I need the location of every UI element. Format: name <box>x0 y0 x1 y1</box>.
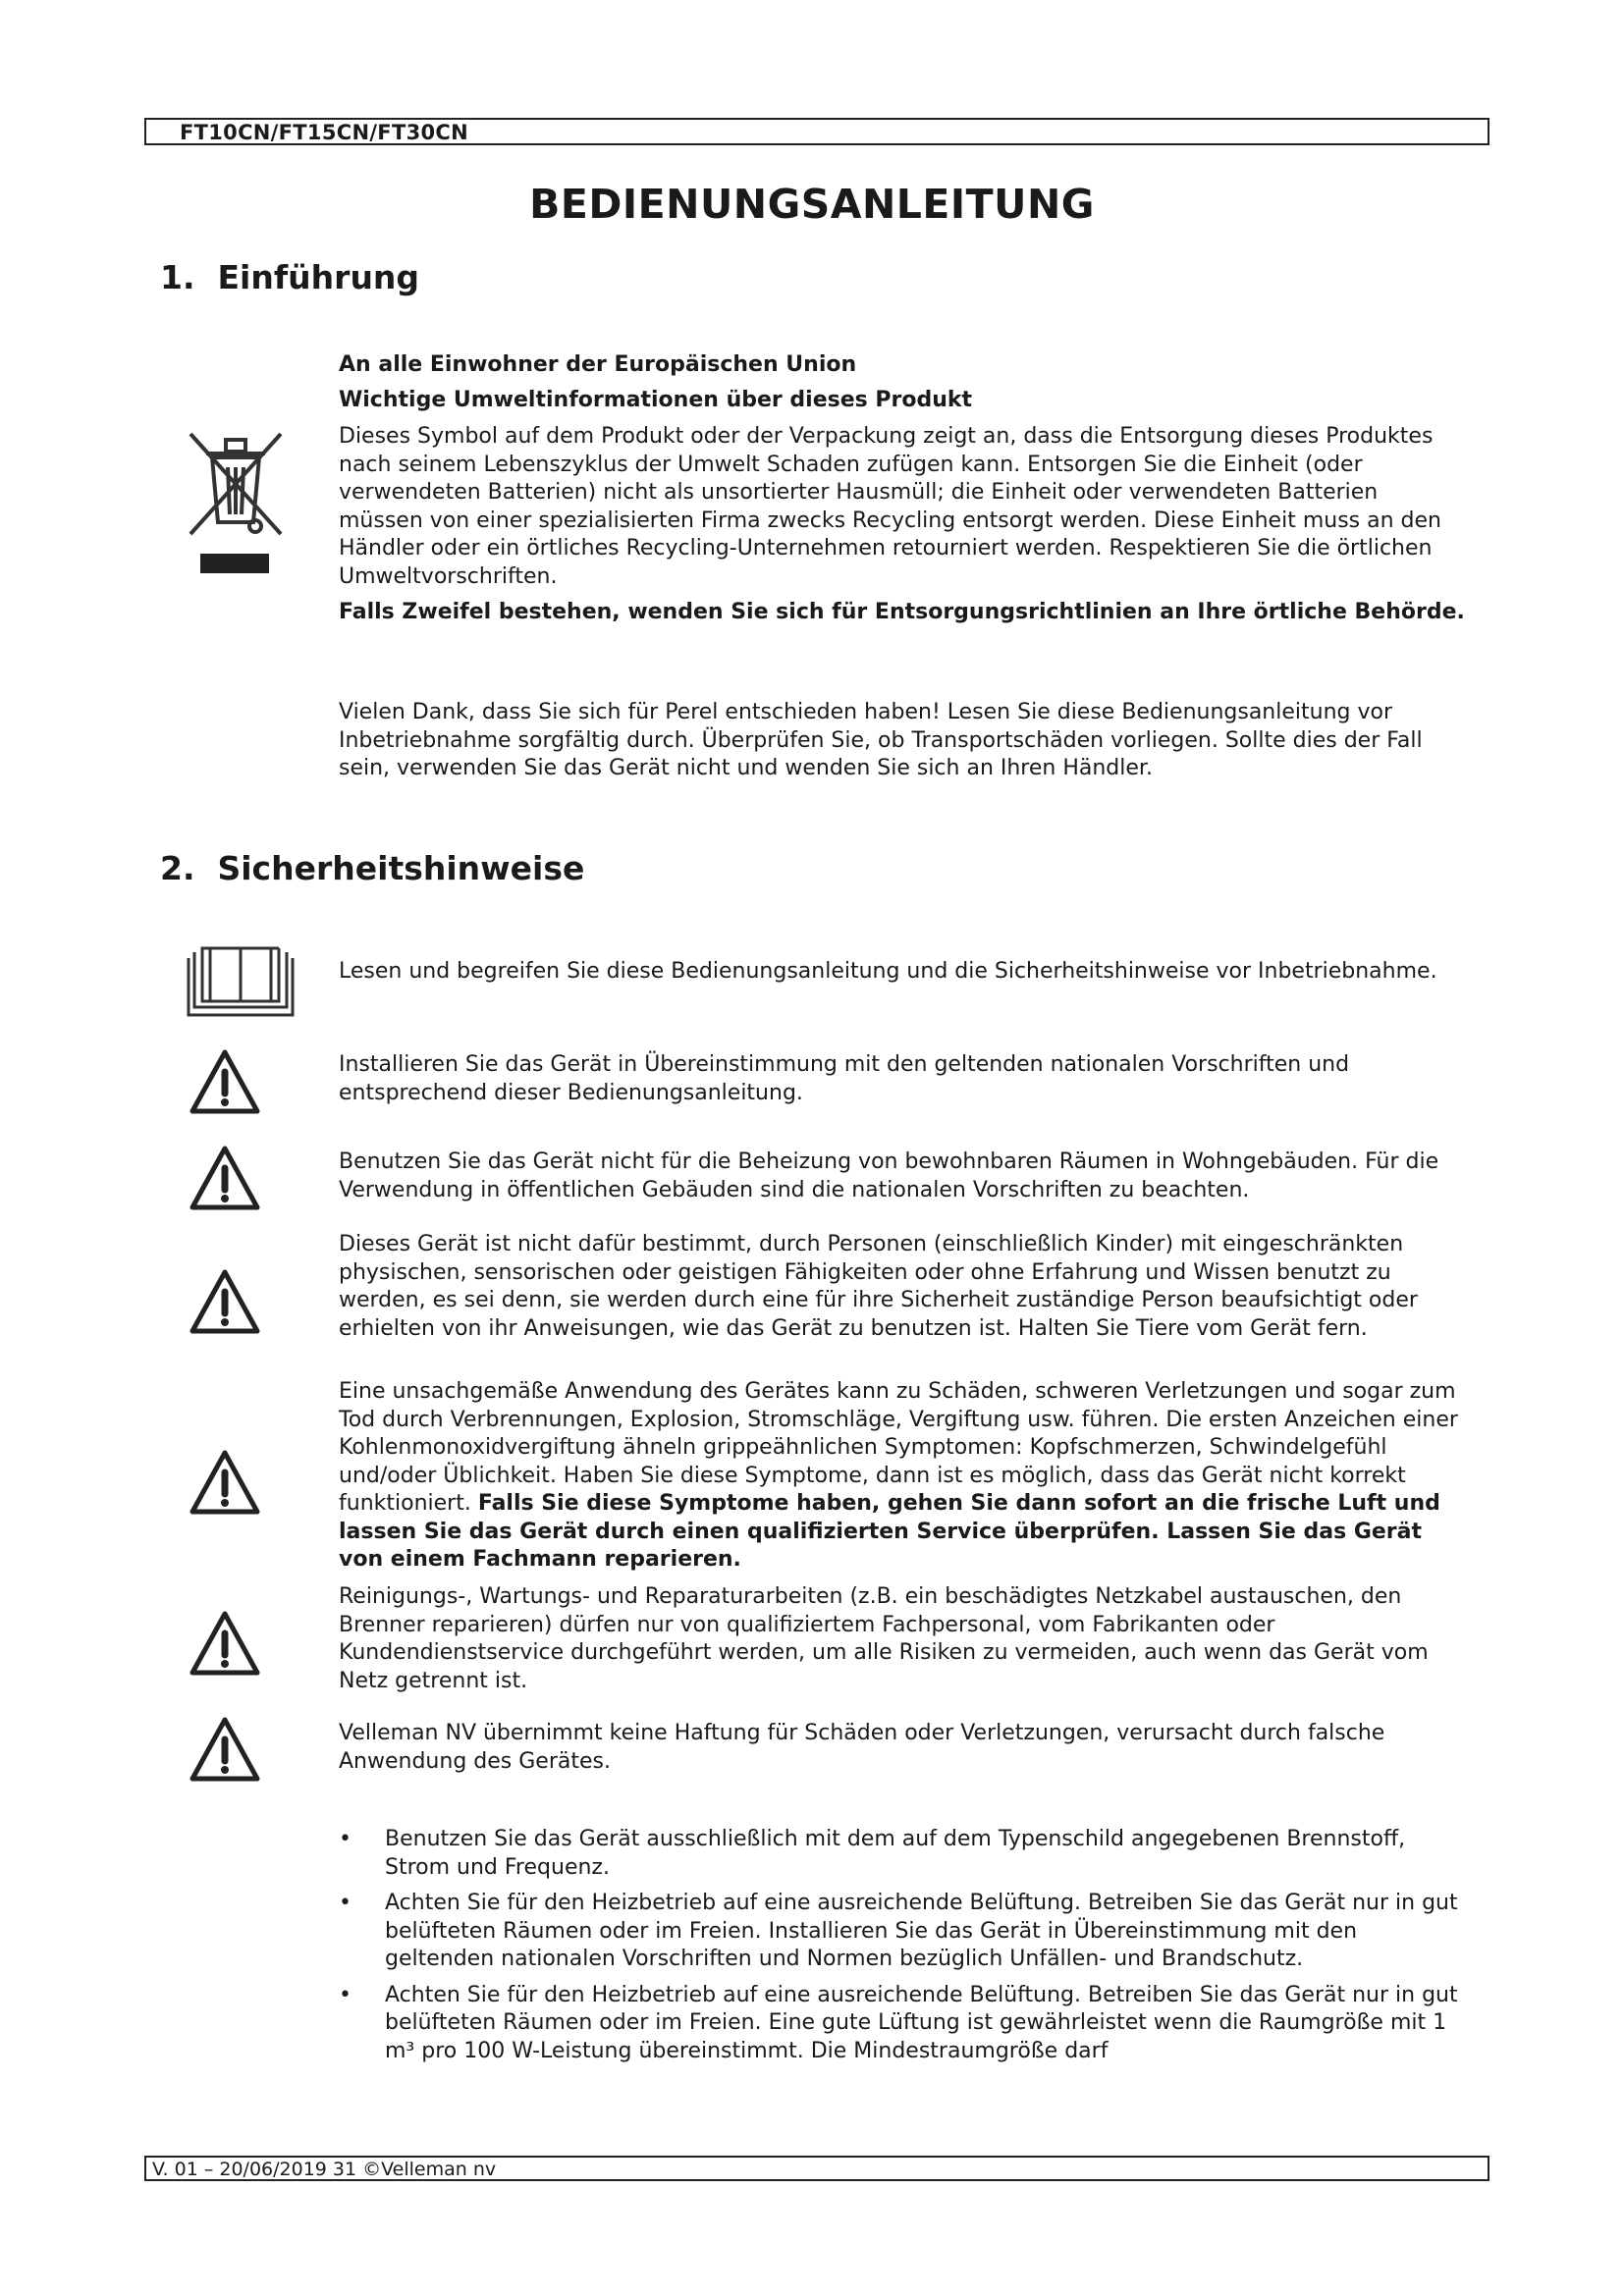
weee-paragraph: Dieses Symbol auf dem Produkt oder der Verpackung zeigt an, dass die Entsorgung dieses Produktes nach seinem Lebenszyklus der Umwelt Schaden zufügen kann. Entsorgen Sie die Einheit (oder verwendeten Batterien) nicht als unsortierter Hausmüll; die Einheit oder verwendeten Batterien müssen von einer spezialisierten Firma zwecks Recycling entsorgt werden. Diese Einheit muss an den Händler oder ein örtliches Recycling-Unternehmen retourniert werden. Respektieren Sie die örtlichen Umweltvorschriften. <box>339 424 1441 589</box>
section-heading-safety: 2. Sicherheitshinweise <box>160 849 585 887</box>
bullet-icon: • <box>339 1891 352 1915</box>
bullet-icon: • <box>339 1982 352 2007</box>
warning-triangle-icon <box>189 1449 261 1516</box>
footer-text: V. 01 – 20/06/2019 31 ©Velleman nv <box>152 2159 497 2180</box>
warning-text-misuse <box>339 1378 1468 1575</box>
list-item <box>339 1982 1468 2066</box>
list-item-text: Achten Sie für den Heizbetrieb auf eine ausreichende Belüftung. Betreiben Sie das Gerät nur in gut belüfteten Räumen oder im Freien. Installieren Sie das Gerät in Übereinstimmung mit den geltenden nationalen Vorschriften und Normen bezüglich Unfällen- und Brandschutz. <box>385 1891 1458 1971</box>
list-item <box>339 1826 1468 1882</box>
manual-book-icon <box>185 942 297 1025</box>
warning-triangle-icon <box>189 1145 261 1211</box>
warning-triangle-icon <box>189 1716 261 1783</box>
warning-triangle-icon <box>189 1048 261 1115</box>
section-heading-introduction: 1. Einführung <box>160 258 420 296</box>
warning-text-misuse-bold: Falls Sie diese Symptome haben, gehen Sie dann sofort an die frische Luft und lassen Sie das Gerät durch einen qualifizierten Service überprüfen. Lassen Sie das Gerät von einem Fachmann reparieren. <box>339 1491 1440 1572</box>
page-header <box>144 118 1489 145</box>
warning-text-residential: Benutzen Sie das Gerät nicht für die Beheizung von bewohnbaren Räumen in Wohngebäuden. Für die Verwendung in öffentlichen Gebäuden sind die nationalen Vorschriften zu beachten. <box>339 1149 1439 1202</box>
warning-text-liability: Velleman NV übernimmt keine Haftung für Schäden oder Verletzungen, verursacht durch falsche Anwendung des Gerätes. <box>339 1721 1385 1774</box>
thanks-paragraph: Vielen Dank, dass Sie sich für Perel entschieden haben! Lesen Sie diese Bedienungsanleitung vor Inbetriebnahme sorgfältig durch. Überprüfen Sie, ob Transportschäden vorliegen. Sollte dies der Fall sein, verwenden Sie das Gerät nicht und wenden Sie sich an Ihren Händler. <box>339 700 1423 780</box>
model-number: FT10CN/FT15CN/FT30CN <box>180 121 468 144</box>
warning-text-install: Installieren Sie das Gerät in Übereinstimmung mit den geltenden nationalen Vorschriften und entsprechend dieser Bedienungsanleitung. <box>339 1052 1350 1105</box>
warning-text-misuse-regular: Eine unsachgemäße Anwendung des Gerätes kann zu Schäden, schweren Verletzungen und sogar zum Tod durch Verbrennungen, Explosion, Stromschläge, Vergiftung usw. führen. Die ersten Anzeichen einer Kohlenmonoxidvergiftung ähneln grippeähnlichen Symptomen: Kopfschmerzen, Schwindelgefühl und/oder Üblichkeit. Haben Sie diese Symptome, dann ist es möglich, dass das Gerät nicht korrekt funktioniert. <box>339 1379 1458 1516</box>
crossed-out-bin-icon <box>185 424 287 581</box>
safety-bullet-list <box>339 1826 1468 2073</box>
list-item-text: Achten Sie für den Heizbetrieb auf eine ausreichende Belüftung. Betreiben Sie das Gerät nur in gut belüfteten Räumen oder im Freien. Eine gute Lüftung ist gewährleistet wenn die Raumgröße mit 1 m³ pro 100 W-Leistung übereinstimmt. Die Mindestraumgröße darf <box>385 1982 1458 2063</box>
list-item <box>339 1890 1468 1974</box>
bullet-icon: • <box>339 1827 352 1851</box>
warning-text-persons: Dieses Gerät ist nicht dafür bestimmt, durch Personen (einschließlich Kinder) mit eingeschränkten physischen, sensorischen oder geistigen Fähigkeiten oder ohne Erfahrung und Wissen benutzt zu werden, es sei denn, sie werden durch eine für ihre Sicherheit zuständige Person beaufsichtigt oder erhielten von ihr Anweisungen, wie das Gerät zu benutzen ist. Halten Sie Tiere vom Gerät fern. <box>339 1232 1418 1341</box>
page-footer <box>144 2156 1489 2181</box>
document-title: BEDIENUNGSANLEITUNG <box>529 181 1095 228</box>
warning-triangle-icon <box>189 1268 261 1335</box>
warning-triangle-icon <box>189 1610 261 1677</box>
read-manual-text: Lesen und begreifen Sie diese Bedienungsanleitung und die Sicherheitshinweise vor Inbetriebnahme. <box>339 959 1437 984</box>
list-item-text: Benutzen Sie das Gerät ausschließlich mit dem auf dem Typenschild angegebenen Brennstoff, Strom und Frequenz. <box>385 1827 1406 1880</box>
warning-text-maintenance: Reinigungs-, Wartungs- und Reparaturarbeiten (z.B. ein beschädigtes Netzkabel austauschen, den Brenner reparieren) dürfen nur von qualifiziertem Fachpersonal, vom Fabrikanten oder Kundendienstservice durchgeführt werden, um alle Risiken zu vermeiden, auch wenn das Gerät vom Netz getrennt ist. <box>339 1584 1429 1693</box>
weee-heading-env: Wichtige Umweltinformationen über dieses Produkt <box>339 388 973 412</box>
weee-heading-eu: An alle Einwohner der Europäischen Union <box>339 352 857 377</box>
weee-bold-note: Falls Zweifel bestehen, wenden Sie sich für Entsorgungsrichtlinien an Ihre örtliche Behörde. <box>339 600 1465 624</box>
